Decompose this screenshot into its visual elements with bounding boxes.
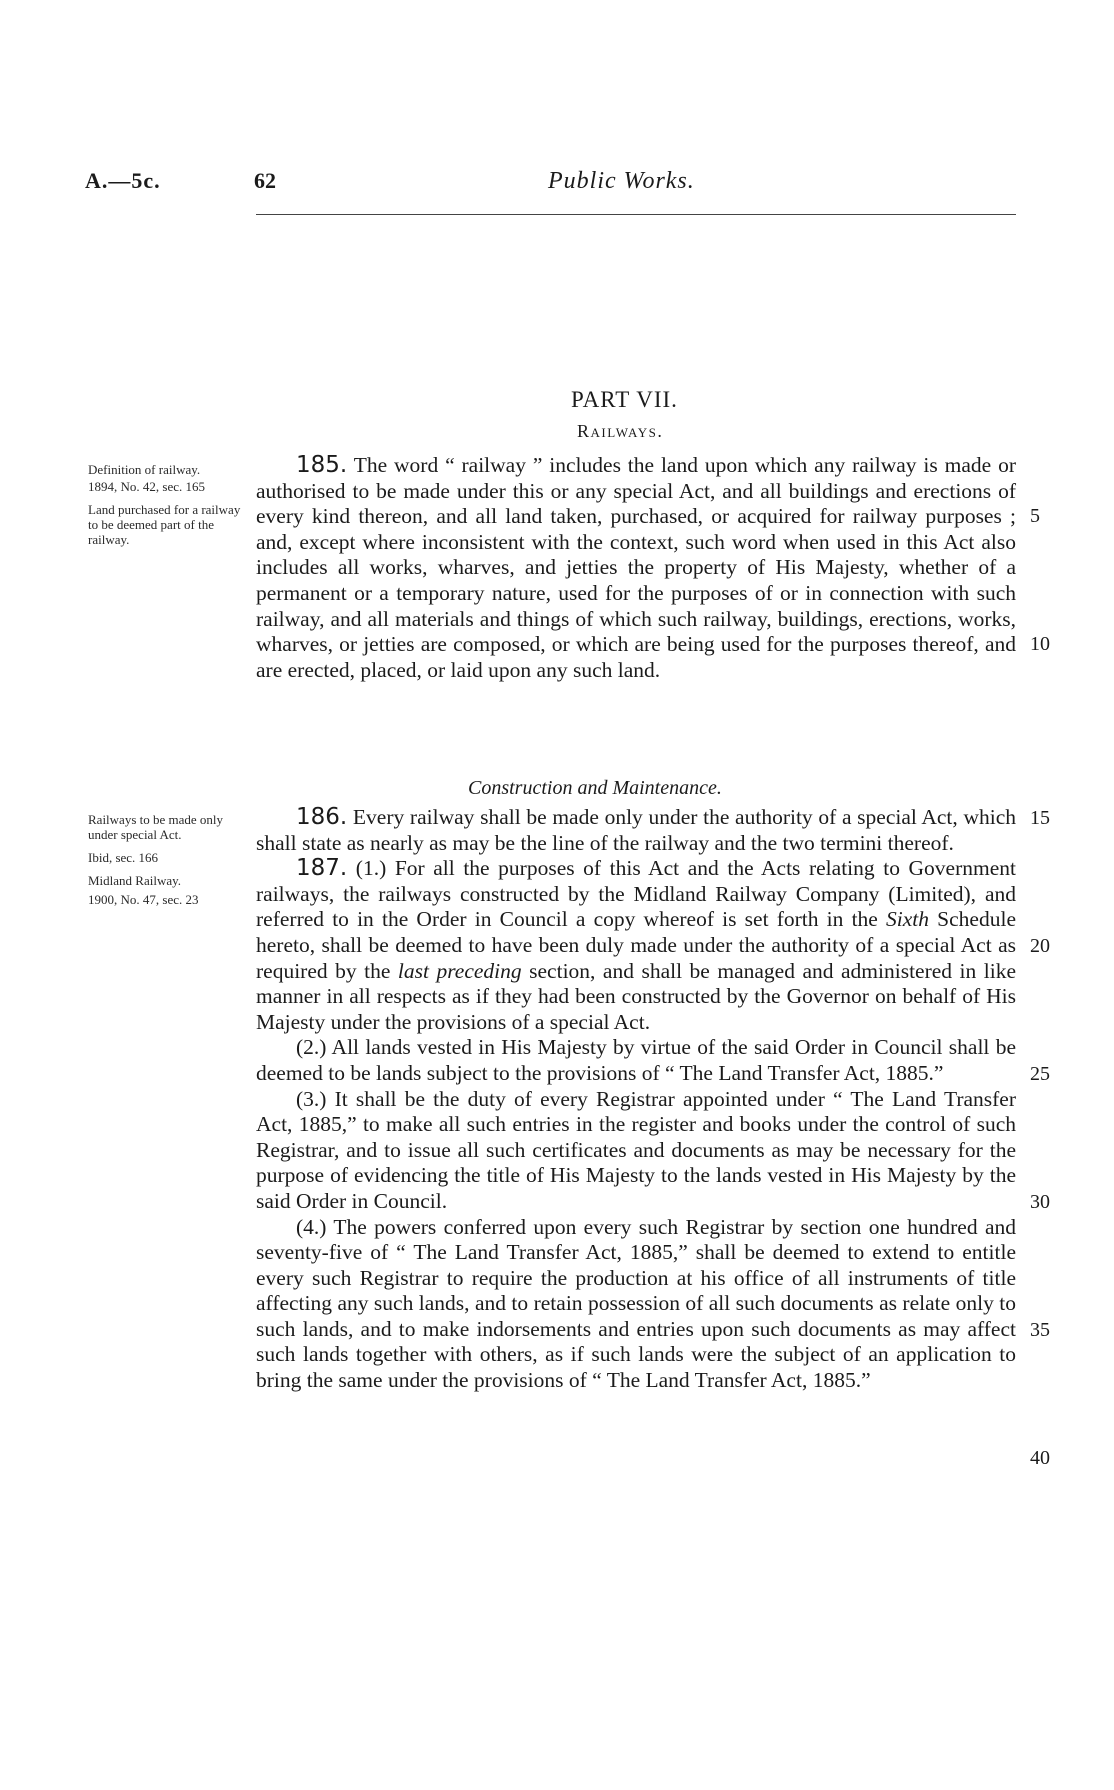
running-header [0,168,1114,208]
section-187-1-paragraph [256,856,1016,1035]
marginal-note-special-act: Railways to be made only under special Act. [88,812,224,842]
marginal-note-midland-citation: 1900, No. 47, sec. 23 [88,892,199,907]
marginal-note-ibid: Ibid, sec. 166 [88,850,159,865]
marginal-note-definition: Definition of railway. [88,462,201,477]
running-title: Public Works. [548,168,695,194]
marginal-notes-186 [88,812,248,915]
section-text: The word “ railway ” includes the land upon which any railway is made or authorised to be made under this or any special Act, and all buildings and erections of every kind thereon, and all land taken, purchased, or acquired for railway purposes ; and, except where inconsistent with the context, such word when used in this Act also includes all works, wharves, and jetties the property of His Majesty, whether of a permanent or a temporary nature, used for the purposes of or in connection with such railway, and all materials and things of which such railway, buildings, erections, works, wharves, or jetties are composed, or which are being used for the purposes thereof, and are erected, placed, or laid upon any such land. [256,453,1016,682]
line-number: 30 [1030,1191,1050,1213]
page-number: 62 [254,168,276,193]
line-number: 35 [1030,1319,1050,1341]
section-186-187 [256,805,1016,1394]
railways-heading: Railways. [577,421,664,441]
construction-heading: Construction and Maintenance. [468,777,722,799]
marginal-notes-185 [88,462,248,555]
section-text: (1.) For all the purposes of this Act and the Acts relating to Government railways, the railways constructed by the Midland Railway Company (Limited), and referred to in the Order in Council a copy whereof is set forth in the [256,856,1016,932]
line-number: 15 [1030,807,1050,829]
part-heading: PART VII. [571,387,678,412]
section-text: section, and shall be managed and administered in like manner in all respects as if they had been constructed by the Governor on behalf of His Majesty under the provisions of a special Act. [256,958,1017,1034]
section-text: Every railway shall be made only under the authority of a special Act, which shall state as nearly as may be the line of the railway and the two termini thereof. [256,805,1017,855]
section-number: 187. [296,855,348,882]
line-number: 25 [1030,1063,1050,1085]
section-185 [256,453,1016,683]
document-code: A.—5c. [85,168,161,193]
line-number: 5 [1030,505,1040,527]
marginal-note-land: Land purchased for a railway to be deemed part of the railway. [88,502,241,547]
line-number: 40 [1030,1447,1050,1469]
section-187-3-paragraph: (3.) It shall be the duty of every Registrar appointed under “ The Land Transfer Act, 1885,” to make all such entries in the register and books under the control of such Registrar, and to issue all such certificates and documents as may be necessary for the purpose of evidencing the title of His Majesty to the lands vested in His Majesty by the said Order in Council. [256,1086,1016,1213]
marginal-note-citation: 1894, No. 42, sec. 165 [88,479,205,494]
line-number: 20 [1030,935,1050,957]
line-number: 10 [1030,633,1050,655]
marginal-note-midland: Midland Railway. [88,873,182,888]
header-rule [256,214,1016,215]
section-185-paragraph [256,453,1016,683]
section-187-2-paragraph: (2.) All lands vested in His Majesty by virtue of the said Order in Council shall be deemed to be lands subject to the provisions of “ The Land Transfer Act, 1885.” [256,1035,1016,1085]
section-187-4-paragraph: (4.) The powers conferred upon every such Registrar by section one hundred and seventy-five of “ The Land Transfer Act, 1885,” shall be deemed to extend to entitle every such Registrar to require the production at his office of all instruments of title affecting any such lands, and to retain possession of all such documents as relate only to such lands, and to make indorsements and entries upon such documents as may affect such lands together with others, as if such lands were the subject of an application to bring the same under the provisions of “ The Land Transfer Act, 1885.” [256,1214,1016,1393]
italic-text: last preceding [397,958,522,983]
section-text: Schedule hereto, shall be deemed to have been duly made under the authority of a special Act as required by the [256,907,1016,983]
section-186-paragraph [256,805,1016,856]
section-number: 185. [296,452,348,478]
section-number: 186. [296,804,348,830]
italic-text: Sixth [886,907,930,932]
